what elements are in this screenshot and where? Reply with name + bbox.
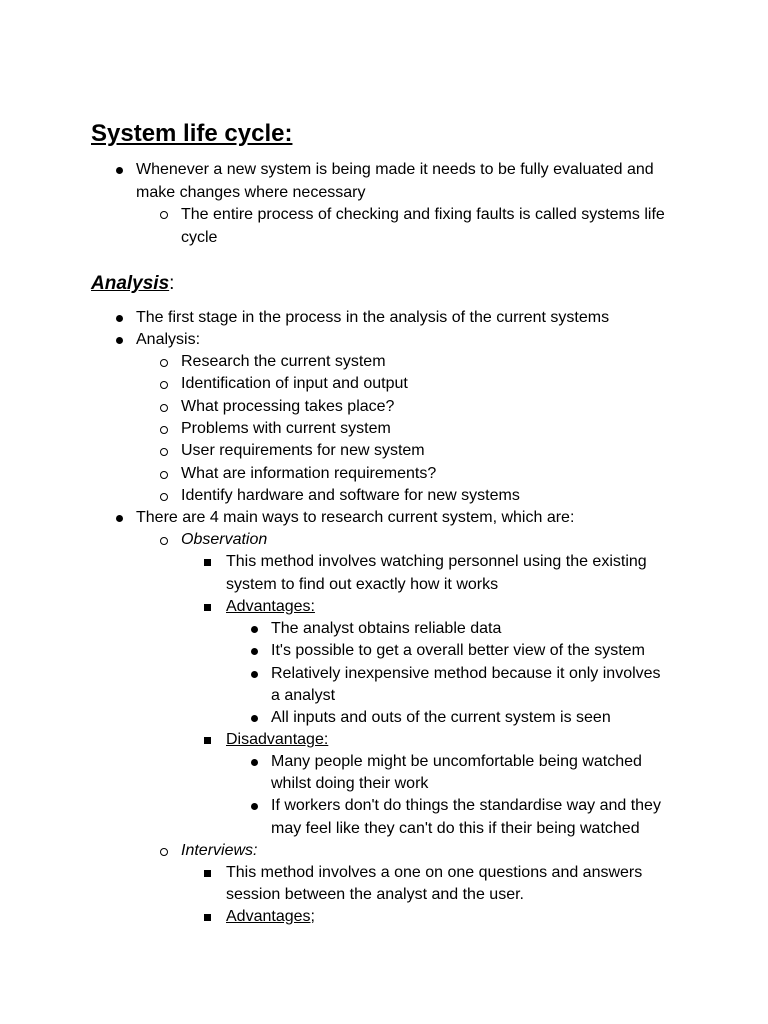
observation-disadvantage: If workers don't do things the standardise way and they [271,797,661,814]
interviews-advantages-label: Advantages; [226,908,315,925]
observation-desc-line1: This method involves watching personnel using the existing [226,553,647,570]
bullet-circle [160,848,168,856]
bullet-disc [251,803,258,810]
interviews-desc-line2: session between the analyst and the user. [226,886,524,903]
observation-desc-line2: system to find out exactly how it works [226,576,499,593]
bullet-circle [160,211,168,219]
observation-advantage: The analyst obtains reliable data [271,620,502,637]
analysis-heading-text: Analysis [91,273,170,294]
observation-disadvantage-cont: whilst doing their work [271,775,429,792]
analysis-item: Identify hardware and software for new systems [181,487,520,504]
bullet-disc [116,167,123,174]
bullet-disc [251,626,258,633]
bullet-disc [116,315,123,322]
intro-bullet-line2: make changes where necessary [136,184,366,201]
observation-disadvantage-cont: may feel like they can't do this if their being watched [271,820,640,837]
interviews-desc-line1: This method involves a one on one questions and answers [226,864,643,881]
bullet-circle [160,537,168,545]
bullet-disc [251,671,258,678]
bullet-circle [160,471,168,479]
bullet-circle [160,381,168,389]
analysis-item: Problems with current system [181,420,391,437]
intro-bullet-line1: Whenever a new system is being made it needs to be fully evaluated and [136,161,654,178]
analysis-bullet-1: The first stage in the process in the analysis of the current systems [136,309,610,326]
observation-advantage: It's possible to get a overall better view of the system [271,642,645,659]
observation-advantage-cont: a analyst [271,687,336,704]
analysis-item: Research the current system [181,353,386,370]
bullet-square [204,914,211,921]
analysis-heading-colon: : [169,273,175,294]
interviews-label: Interviews: [181,842,258,859]
bullet-disc [116,337,123,344]
observation-advantage: All inputs and outs of the current system is seen [271,709,611,726]
bullet-circle [160,448,168,456]
bullet-square [204,737,211,744]
observation-advantage: Relatively inexpensive method because it only involves [271,665,661,682]
intro-sub-line2: cycle [181,229,218,246]
observation-advantages-label: Advantages: [226,598,315,615]
bullet-disc [251,715,258,722]
analysis-item: Identification of input and output [181,375,408,392]
bullet-circle [160,359,168,367]
bullet-square [204,604,211,611]
bullet-disc [116,515,123,522]
observation-label: Observation [181,531,268,548]
analysis-item: What processing takes place? [181,398,395,415]
analysis-item: What are information requirements? [181,465,437,482]
analysis-bullet-2: Analysis: [136,331,201,348]
analysis-heading [91,270,174,298]
analysis-item: User requirements for new system [181,442,425,459]
analysis-bullet-3: There are 4 main ways to research current system, which are: [136,509,575,526]
bullet-circle [160,426,168,434]
intro-sub-line1: The entire process of checking and fixing faults is called systems life [181,206,665,223]
observation-disadvantage-label: Disadvantage: [226,731,329,748]
page-title: System life cycle: [91,120,293,147]
bullet-disc [251,759,258,766]
bullet-square [204,559,211,566]
bullet-circle [160,404,168,412]
bullet-circle [160,493,168,501]
observation-disadvantage: Many people might be uncomfortable being watched [271,753,642,770]
bullet-square [204,870,211,877]
bullet-disc [251,648,258,655]
